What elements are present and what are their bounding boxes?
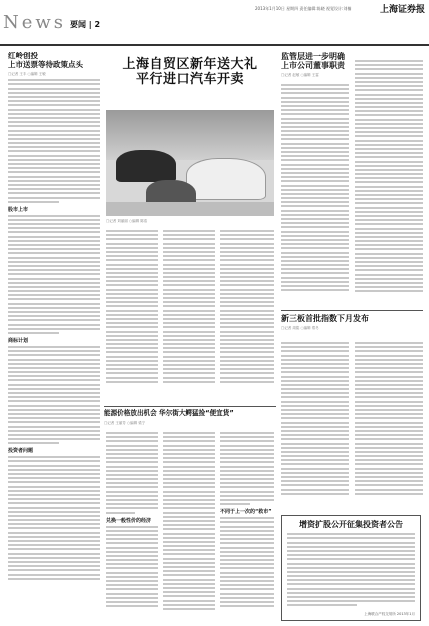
feature-text-col-2 [163,228,215,396]
neeq-text-col-1 [281,340,349,508]
masthead-logo: 上海证券报 [379,5,425,15]
feature-caption-wrap [106,219,274,227]
wealth-text-col-1 [106,430,158,622]
wealth-subhead-2: 不同于上一次的“救市” [220,509,272,516]
neeq-story-head [281,310,423,330]
left-subhead-3: 投资者问题 [8,448,34,455]
notice-footer: 上海联合产权交易所 2013年1月 [364,612,415,616]
feature-text-col-1 [106,228,158,396]
left-subhead-1: 股市上市 [8,206,29,213]
feature-photo [106,110,274,216]
neeq-byline: □记者 周铭 ○编辑 郑冬 [281,326,319,330]
left-headline: 红岭创投 上市送票等待政策点头 [8,52,83,69]
left-column [8,52,100,622]
notice-headline: 增资扩股公开征集投资者公告 [299,520,403,529]
wealth-byline: □记者 王丽芳 ○编辑 梁宁 [104,420,146,425]
neeq-headline: 新三板首批指数下月发布 [281,314,369,323]
feature-headline: 上海自贸区新年送大礼 平行进口汽车开卖 [122,57,258,87]
wealth-headline: 能源价格放出机会 华尔街大鳄猛捡“便宜货” [104,409,234,417]
public-notice [281,515,421,621]
neeq-text-col-2 [355,340,423,508]
section-brand: News [3,12,67,33]
feature-text-col-3 [220,228,274,396]
dateline: 2013年1月10日 星期四 责任编辑:陈晓 视觉设计:刘楠 [255,6,352,11]
left-body-2 [8,215,100,334]
wealth-text-col-2 [163,430,215,622]
left-byline: □记者 王丰 ○编辑 王敏 [8,72,46,77]
feature-caption: □记者 刘丽丽 ○编辑 陈浩 [106,219,148,223]
page-label: 要闻 | 2 [70,20,101,29]
left-body-3 [8,346,100,444]
left-body-4 [8,456,100,579]
regulator-text-col-2 [355,58,423,308]
regulator-headline: 监管层进一步明确 上市公司董事职责 [281,52,345,71]
regulator-text-col-1 [281,82,349,308]
regulator-byline: □记者 赵敏 ○编辑 王雷 [281,73,319,78]
left-body-1 [8,79,100,202]
left-subhead-2: 商标计划 [8,337,29,344]
wealth-text-col-3 [220,430,274,622]
page-header [0,0,429,46]
wealth-subhead-1: 兑换一般性价的经济 [106,517,152,524]
